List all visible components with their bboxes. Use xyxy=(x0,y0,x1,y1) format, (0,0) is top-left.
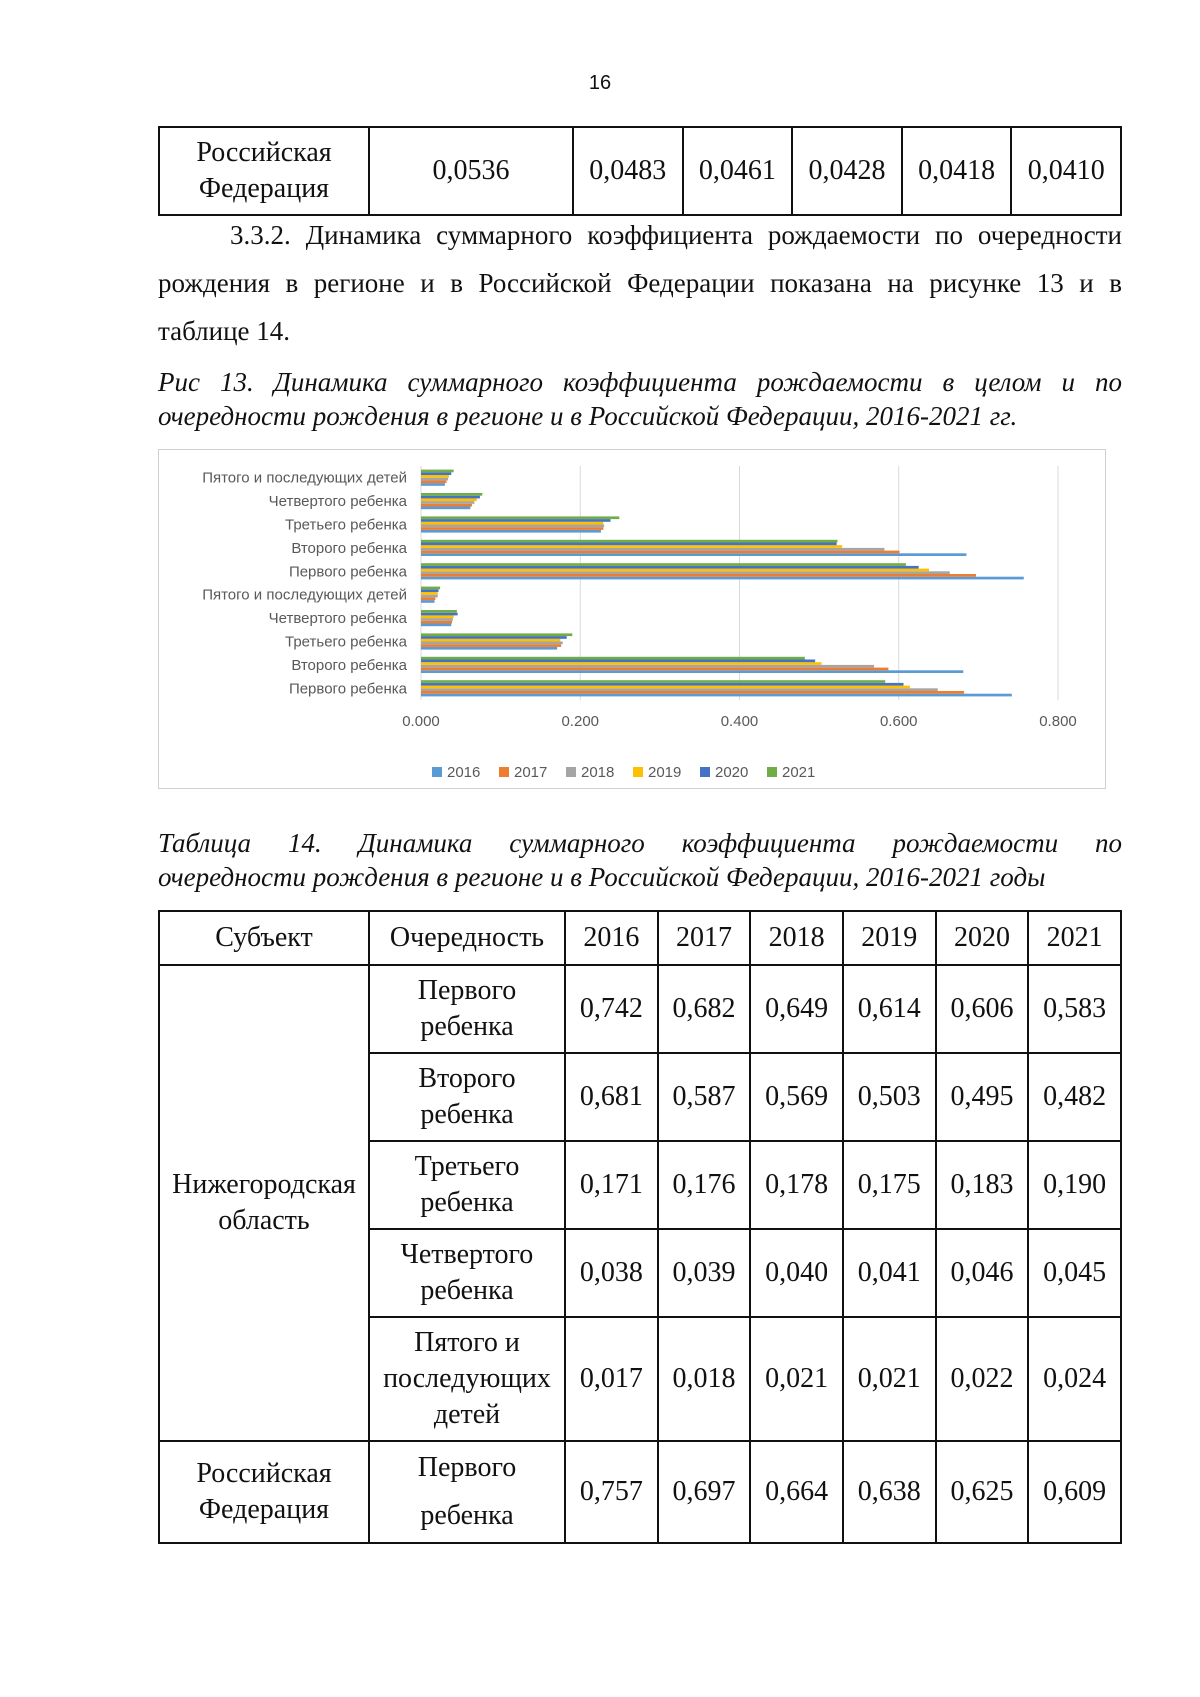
bar xyxy=(421,688,938,691)
bar xyxy=(421,636,567,639)
category-label: Первого ребенка xyxy=(288,563,407,581)
bar xyxy=(421,694,1012,697)
bar xyxy=(421,597,435,600)
value-cell: 0,495 xyxy=(936,1053,1029,1141)
bar xyxy=(421,472,451,475)
bar xyxy=(421,470,454,473)
subject-cell: Российская Федерация xyxy=(159,127,369,215)
chart-canvas xyxy=(159,450,1107,790)
value-cell: 0,681 xyxy=(565,1053,658,1141)
bar xyxy=(421,525,604,528)
header-cell: 2017 xyxy=(658,911,751,965)
bar xyxy=(421,574,976,577)
bar xyxy=(421,563,906,566)
bar xyxy=(421,498,477,501)
bar xyxy=(421,657,805,660)
value-cell: 0,176 xyxy=(658,1141,751,1229)
value-cell: 0,664 xyxy=(750,1441,843,1543)
x-tick-label: 0.000 xyxy=(402,713,440,730)
header-cell: 2018 xyxy=(750,911,843,965)
order-cell: Первого ребенка xyxy=(369,965,565,1053)
order-cell: Третьего ребенка xyxy=(369,1141,565,1229)
bar xyxy=(421,668,888,671)
bar xyxy=(421,553,966,556)
bar xyxy=(421,642,563,645)
bar xyxy=(421,545,842,548)
table-caption-line-1: Таблица 14. Динамика суммарного коэффициента рождаемости по xyxy=(158,828,1122,858)
figure-caption-line-1: Рис 13. Динамика суммарного коэффициента рождаемости в целом и по xyxy=(158,367,1122,397)
category-label: Третьего ребенка xyxy=(285,516,407,534)
value-cell: 0,587 xyxy=(658,1053,751,1141)
value-cell: 0,0483 xyxy=(573,127,683,215)
bar xyxy=(421,683,904,686)
bar xyxy=(421,504,472,507)
bar xyxy=(421,595,438,598)
header-cell: 2021 xyxy=(1028,911,1121,965)
legend-swatch xyxy=(767,767,777,777)
page-number: 16 xyxy=(588,72,612,94)
value-cell: 0,583 xyxy=(1028,965,1121,1053)
legend-label: 2016 xyxy=(447,764,481,781)
bar xyxy=(421,662,822,665)
value-cell: 0,606 xyxy=(936,965,1029,1053)
bar xyxy=(421,519,611,522)
legend-label: 2018 xyxy=(581,764,615,781)
bar xyxy=(421,621,452,624)
bar xyxy=(421,680,885,683)
x-tick-label: 0.800 xyxy=(1039,713,1077,730)
bar xyxy=(421,475,449,478)
x-tick-label: 0.200 xyxy=(561,713,600,730)
value-cell: 0,021 xyxy=(750,1317,843,1441)
region-cell: Нижегородская область xyxy=(159,965,369,1441)
value-cell: 0,625 xyxy=(936,1441,1029,1543)
value-cell: 0,503 xyxy=(843,1053,936,1141)
bar xyxy=(421,493,482,496)
value-cell: 0,614 xyxy=(843,965,936,1053)
value-cell: 0,682 xyxy=(658,965,751,1053)
value-cell: 0,024 xyxy=(1028,1317,1121,1441)
bar xyxy=(421,527,603,530)
bar xyxy=(421,647,557,650)
value-cell: 0,018 xyxy=(658,1317,751,1441)
value-cell: 0,178 xyxy=(750,1141,843,1229)
bar xyxy=(421,530,601,533)
bar xyxy=(421,480,446,483)
table-caption-line-2: очередности рождения в регионе и в Российской Федерации, 2016-2021 годы xyxy=(158,862,1046,892)
fertility-table xyxy=(158,910,1122,1544)
value-cell: 0,0428 xyxy=(792,127,902,215)
top-table-continuation xyxy=(158,126,1122,216)
header-cell: 2019 xyxy=(843,911,936,965)
x-tick-label: 0.600 xyxy=(879,713,918,730)
value-cell: 0,638 xyxy=(843,1441,936,1543)
order-line: ребенка xyxy=(420,1500,514,1531)
order-cell xyxy=(369,1441,565,1543)
legend-label: 2020 xyxy=(715,764,749,781)
value-cell: 0,045 xyxy=(1028,1229,1121,1317)
bar xyxy=(421,577,1024,580)
table-row xyxy=(159,1441,1121,1543)
value-cell: 0,183 xyxy=(936,1141,1029,1229)
legend-swatch xyxy=(432,767,442,777)
table-row xyxy=(159,127,1121,215)
bar xyxy=(421,587,440,590)
header-cell: Субъект xyxy=(159,911,369,965)
value-cell: 0,171 xyxy=(565,1141,658,1229)
value-cell: 0,569 xyxy=(750,1053,843,1141)
bar xyxy=(421,613,458,616)
bar xyxy=(421,691,964,694)
x-tick-label: 0.400 xyxy=(720,713,759,730)
value-cell: 0,039 xyxy=(658,1229,751,1317)
value-cell: 0,482 xyxy=(1028,1053,1121,1141)
bar xyxy=(421,660,815,663)
order-line: Первого xyxy=(417,1452,517,1483)
bar-chart xyxy=(158,449,1106,789)
bar xyxy=(421,543,837,546)
value-cell: 0,0536 xyxy=(369,127,573,215)
value-cell: 0,022 xyxy=(936,1317,1029,1441)
value-cell: 0,0461 xyxy=(683,127,793,215)
category-label: Четвертого ребенка xyxy=(268,610,407,628)
bar xyxy=(421,571,950,574)
bar xyxy=(421,496,480,499)
legend-swatch xyxy=(499,767,509,777)
legend-swatch xyxy=(700,767,710,777)
value-cell: 0,649 xyxy=(750,965,843,1053)
bar xyxy=(421,686,910,689)
category-label: Пятого и последующих детей xyxy=(202,586,407,604)
value-cell: 0,0418 xyxy=(902,127,1012,215)
bar xyxy=(421,548,884,551)
paragraph-line-3: таблице 14. xyxy=(158,316,291,346)
header-cell: 2020 xyxy=(936,911,1029,965)
bar xyxy=(421,478,448,481)
value-cell: 0,046 xyxy=(936,1229,1029,1317)
category-label: Второго ребенка xyxy=(291,656,407,674)
value-cell: 0,697 xyxy=(658,1441,751,1543)
bar xyxy=(421,516,619,519)
value-cell: 0,038 xyxy=(565,1229,658,1317)
bar xyxy=(421,615,454,618)
legend-label: 2021 xyxy=(782,764,816,781)
bar xyxy=(421,569,929,572)
legend-label: 2019 xyxy=(648,764,682,781)
legend-swatch xyxy=(566,767,576,777)
bar xyxy=(421,624,451,627)
value-cell: 0,190 xyxy=(1028,1141,1121,1229)
bar xyxy=(421,670,963,673)
table-row xyxy=(159,965,1121,1053)
header-cell: Очередность xyxy=(369,911,565,965)
category-label: Четвертого ребенка xyxy=(268,493,407,511)
value-cell: 0,041 xyxy=(843,1229,936,1317)
value-cell: 0,0410 xyxy=(1011,127,1121,215)
order-cell: Пятого и последующих детей xyxy=(369,1317,565,1441)
value-cell: 0,040 xyxy=(750,1229,843,1317)
paragraph-line-2: рождения в регионе и в Российской Федерации показана на рисунке 13 и в xyxy=(158,268,1122,298)
bar xyxy=(421,639,560,642)
table-header-row xyxy=(159,911,1121,965)
bar xyxy=(421,551,900,554)
bar xyxy=(421,610,457,613)
category-label: Третьего ребенка xyxy=(285,633,407,651)
figure-caption-line-2: очередности рождения в регионе и в Российской Федерации, 2016-2021 гг. xyxy=(158,401,1018,431)
bar xyxy=(421,600,435,603)
bar xyxy=(421,665,874,668)
bar xyxy=(421,618,453,621)
order-cell: Второго ребенка xyxy=(369,1053,565,1141)
legend-swatch xyxy=(633,767,643,777)
value-cell: 0,742 xyxy=(565,965,658,1053)
bar xyxy=(421,507,470,510)
bar xyxy=(421,644,561,647)
category-label: Пятого и последующих детей xyxy=(202,469,407,487)
value-cell: 0,175 xyxy=(843,1141,936,1229)
category-label: Второго ребенка xyxy=(291,539,407,557)
bar xyxy=(421,566,919,569)
bar xyxy=(421,592,438,595)
legend-label: 2017 xyxy=(514,764,548,781)
bar xyxy=(421,483,445,486)
bar xyxy=(421,540,837,543)
bar xyxy=(421,501,474,504)
value-cell: 0,757 xyxy=(565,1441,658,1543)
value-cell: 0,017 xyxy=(565,1317,658,1441)
value-cell: 0,609 xyxy=(1028,1441,1121,1543)
bar xyxy=(421,522,603,525)
value-cell: 0,021 xyxy=(843,1317,936,1441)
bar xyxy=(421,633,572,636)
header-cell: 2016 xyxy=(565,911,658,965)
bar xyxy=(421,589,439,592)
paragraph-line-1: 3.3.2. Динамика суммарного коэффициента рождаемости по очередности xyxy=(230,220,1122,250)
subject-cell: Российская Федерация xyxy=(159,1441,369,1543)
order-cell: Четвертого ребенка xyxy=(369,1229,565,1317)
category-label: Первого ребенка xyxy=(288,680,407,698)
